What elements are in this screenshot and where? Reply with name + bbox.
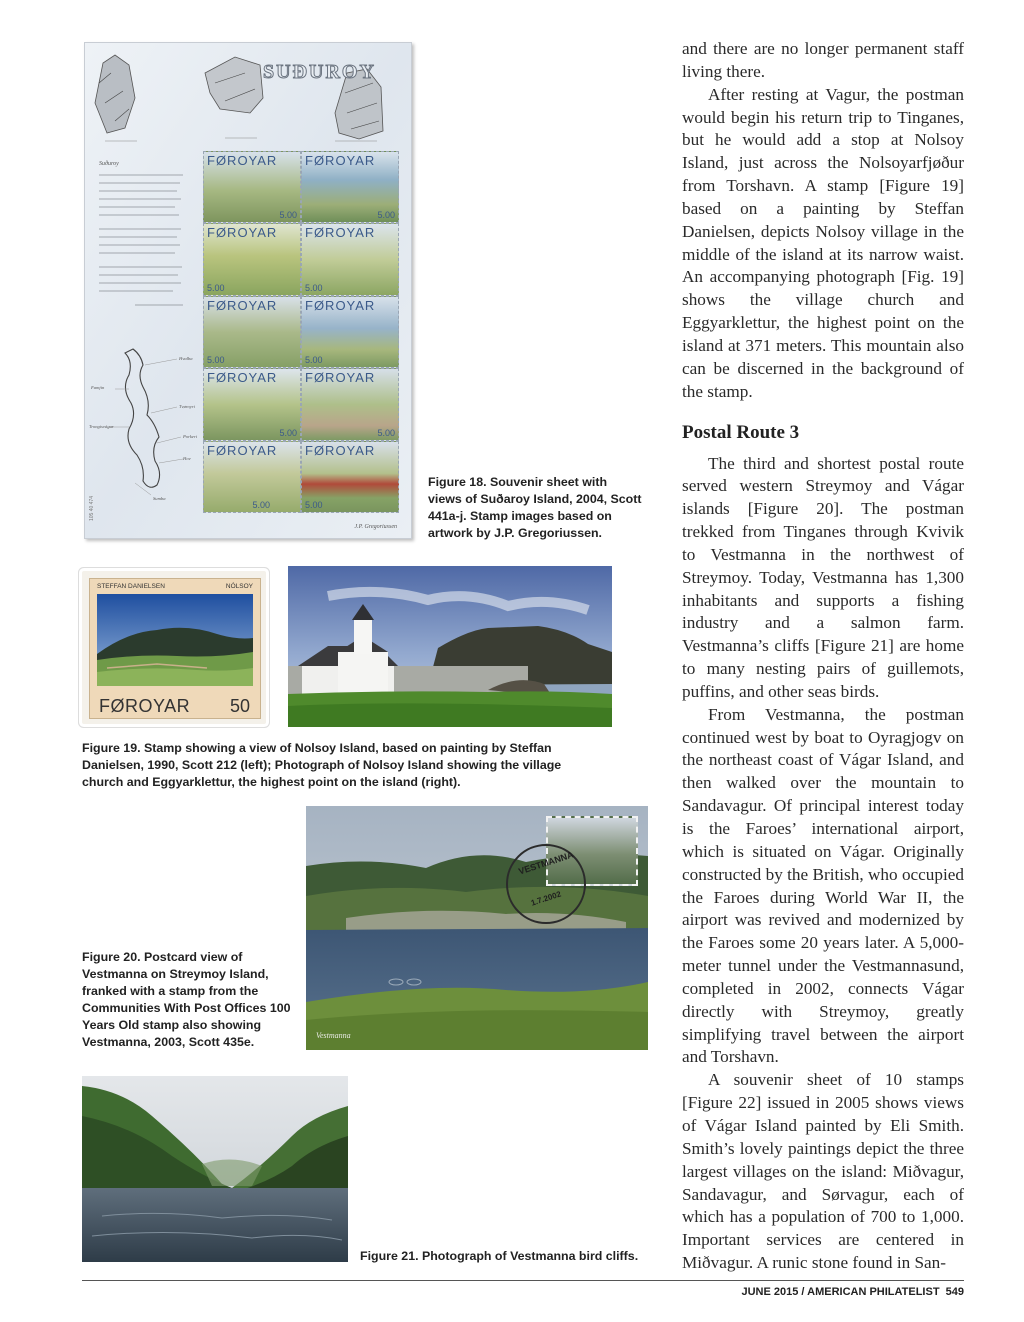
stamp-value: 5.00 bbox=[305, 499, 323, 510]
stamp-value: 5.00 bbox=[252, 499, 270, 510]
map-place-label: Hov bbox=[183, 456, 191, 461]
article-paragraph: After resting at Vagur, the postman would begin his return trip to Tinganes, but he would add a stop at Nolsoy Island, just across the Nolsoyarfjøður from Torshavn. A stamp [Figure 19] based on a painting by Steffan Danielsen, depicts Nolsoy village in the middle of the island at its narrow waist. An accompanying photograph [Fig. 19] shows the village church and Eggyarklettur, the highest point on the island at 371 meters. This mountain also can be discerned in the background of the stamp. bbox=[682, 84, 964, 401]
stamp-value: 5.00 bbox=[305, 282, 323, 293]
stamp-country-label: FØROYAR bbox=[305, 225, 376, 241]
figure-19-photo-nolsoy-church bbox=[288, 566, 612, 727]
map-place-label: Tvøroyri bbox=[179, 404, 195, 409]
figure-19-stamp bbox=[82, 571, 266, 724]
postcard-place-label: Vestmanna bbox=[316, 1031, 351, 1040]
stamp-value: 5.00 bbox=[377, 427, 395, 438]
figure-21-caption: Figure 21. Photograph of Vestmanna bird cliffs. bbox=[360, 1249, 639, 1263]
stamp bbox=[301, 441, 399, 513]
stamp-artist-label: STEFFAN DANIELSEN bbox=[97, 583, 165, 590]
stamp-value: 5.00 bbox=[207, 282, 225, 293]
stamp-value: 5.00 bbox=[305, 355, 323, 366]
map-place-label: Famjin bbox=[91, 385, 105, 390]
stamp bbox=[203, 296, 301, 368]
postmark bbox=[506, 844, 586, 924]
sheet-title: SUÐUROY bbox=[263, 61, 376, 83]
figure-18-caption: Figure 18. Souvenir sheet with views of Suðaroy Island, 2004, Scott 441a-j. Stamp images based on artwork by J.P. Gregoriussen. bbox=[428, 475, 642, 540]
footer-rule bbox=[82, 1280, 964, 1281]
stamp bbox=[203, 223, 301, 295]
stamp bbox=[301, 151, 399, 223]
page-footer: JUNE 2015 / AMERICAN PHILATELIST 549 bbox=[741, 1286, 964, 1298]
article-paragraph: and there are no longer permanent staff living there. bbox=[682, 39, 964, 81]
figure-18-souvenir-sheet bbox=[84, 42, 412, 539]
postmark-date: 1.7.2002 bbox=[529, 889, 563, 908]
stamp-country: FØROYAR bbox=[99, 696, 191, 716]
svg-text:105 40 474: 105 40 474 bbox=[89, 495, 95, 521]
stamp-grid bbox=[203, 151, 399, 513]
stamp-country-label: FØROYAR bbox=[305, 442, 376, 458]
stamp bbox=[301, 368, 399, 440]
sheet-signature: J.P. Gregoriussen bbox=[354, 524, 397, 530]
stamp-country-label: FØROYAR bbox=[305, 297, 376, 313]
stamp-country-label: FØROYAR bbox=[305, 153, 376, 168]
stamp-country-label: FØROYAR bbox=[207, 297, 278, 313]
poem-title: Suðuroy bbox=[99, 161, 119, 167]
article-paragraph: The third and shortest postal route served western Streymoy and Vágar islands [Figure 20]. The postman trekked from Tinganes through Kvivik to Vestmanna in the northwest of Streymoy. Today, Vestmanna has 1,300 inhabitants and supports a fishing industry and a salmon farm. Vestmanna’s cliffs [Figure 21] are home to many nesting pairs of guillemots, puffins, and other seas birds. bbox=[682, 453, 964, 701]
stamp-value: 5.00 bbox=[377, 210, 395, 221]
stamp bbox=[301, 296, 399, 368]
stamp-country-label: FØROYAR bbox=[207, 225, 278, 241]
stamp bbox=[301, 223, 399, 295]
section-heading: Postal Route 3 bbox=[682, 421, 800, 443]
postmark-name: VESTMANNA bbox=[517, 849, 575, 877]
map-place-label: Porkeri bbox=[183, 434, 198, 439]
article-paragraph: A souvenir sheet of 10 stamps [Figure 22] issued in 2005 shows views of Vágar Island painted by Eli Smith. Smith’s lovely paintings depict the three largest villages on the island: Miðvagur, Sandavagur, and Sørvagur, each of which has a population of 700 to 1,000. Important services are centered in Miðvagur. A runic stone found in San- bbox=[682, 1070, 964, 1273]
stamp-painting bbox=[97, 594, 253, 686]
stamp-country-label: FØROYAR bbox=[207, 442, 278, 458]
figure-21-photo-bird-cliffs bbox=[82, 1076, 348, 1262]
figure-19-caption: Figure 19. Stamp showing a view of Nolsoy Island, based on painting by Steffan Danielsen, 1990, Scott 212 (left); Photograph of Nolsoy Island showing the village church and Eggyarklettur, the highest point on the island (right). bbox=[82, 741, 562, 789]
stamp-value: 5.00 bbox=[207, 355, 225, 366]
stamp-country-label: FØROYAR bbox=[207, 153, 278, 168]
stamp-value: 5.00 bbox=[279, 427, 297, 438]
stamp-value: 5.00 bbox=[279, 210, 297, 221]
figure-20-postcard bbox=[306, 806, 648, 1050]
stamp-denomination: 50 bbox=[229, 696, 250, 716]
stamp-country-label: FØROYAR bbox=[305, 370, 376, 386]
stamp-frame bbox=[89, 578, 261, 719]
figure-20-caption: Figure 20. Postcard view of Vestmanna on Streymoy Island, franked with a stamp from the Communities With Post Offices 100 Years Old stamp also showing Vestmanna, 2003, Scott 435e. bbox=[82, 950, 291, 1049]
article-column bbox=[682, 38, 964, 1275]
map-place-label: Sumba bbox=[153, 496, 166, 501]
stamp bbox=[203, 441, 301, 513]
stamp-country-label: FØROYAR bbox=[207, 370, 278, 386]
map-place-label: Hvalba bbox=[179, 356, 193, 361]
stamp bbox=[203, 368, 301, 440]
article-paragraph: From Vestmanna, the postman continued west by boat to Oyragjogv on the northeast coast of Vágar Island, and then walked over the mountain to Sandavagur. Of principal interest today is the Faroes’ international airport, which is situated on Vágar. Originally constructed by the British, who occupied the Faroes during World War II, the airport was revived and modernized by the Faroes some 20 years later. A 5,000-meter tunnel under the Vestmannasund, completed in 2002, connects Vágar directly with Streymoy, greatly simplifying travel between the airport and Torshavn. bbox=[682, 704, 964, 1067]
stamp bbox=[203, 151, 301, 223]
map-place-label: Trongisvágur bbox=[89, 424, 114, 429]
stamp-place-label: NÓLSOY bbox=[225, 583, 253, 590]
